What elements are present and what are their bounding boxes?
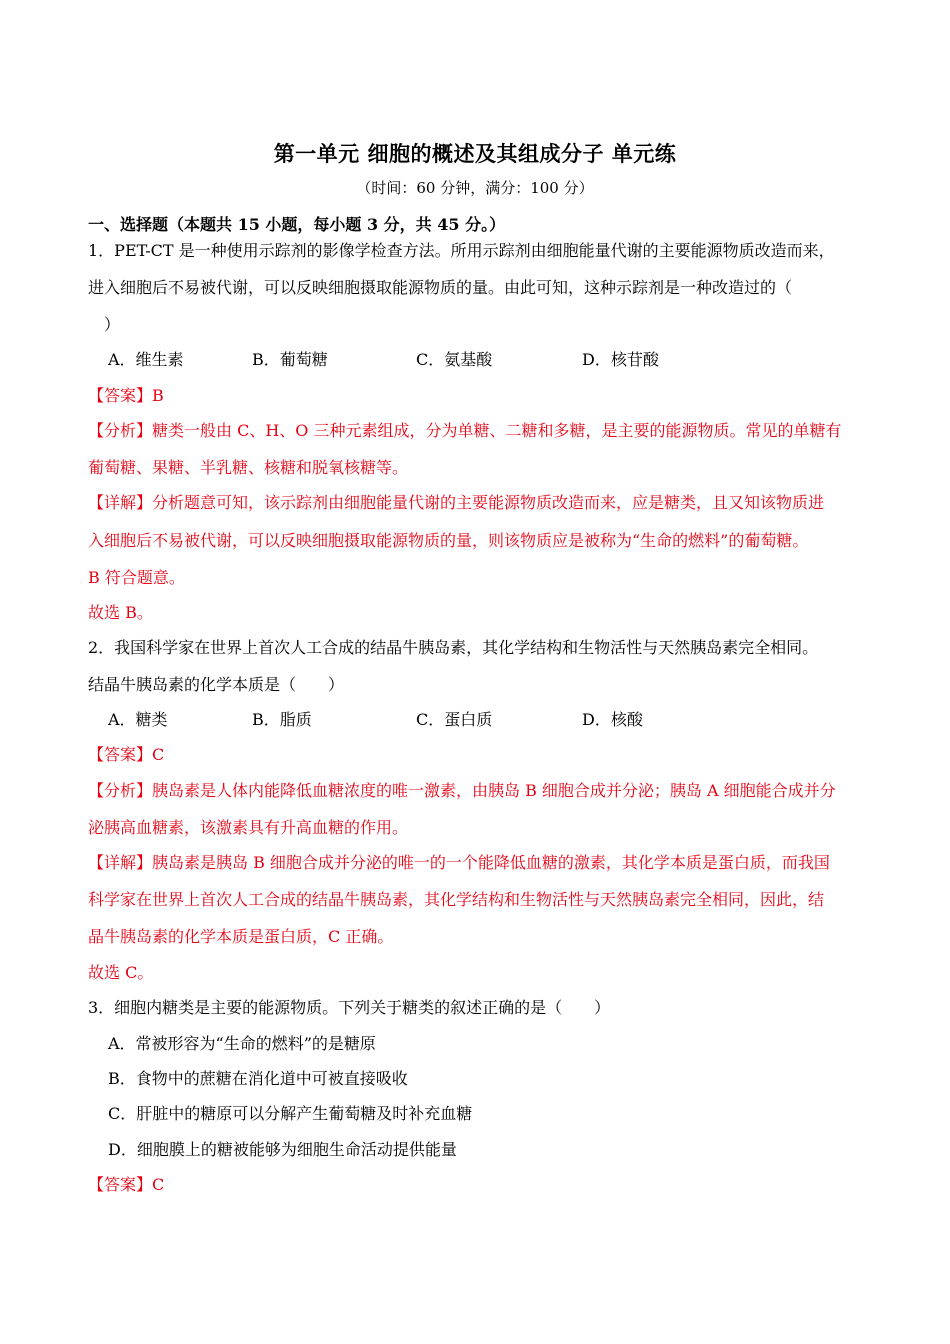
- question-2-detail-line-2: 科学家在世界上首次人工合成的结晶牛胰岛素，其化学结构和生物活性与天然胰岛素完全相同，因此，结: [88, 890, 825, 909]
- question-1-answer: 【答案】B: [88, 386, 164, 405]
- question-2-option-b: B．脂质: [252, 710, 312, 729]
- question-3-option-d: D．细胞膜上的糖被能够为细胞生命活动提供能量: [108, 1140, 457, 1159]
- question-2-line-2: 结晶牛胰岛素的化学本质是（ ）: [88, 675, 345, 694]
- page-subtitle: （时间：60 分钟，满分：100 分）: [356, 179, 594, 197]
- question-1-option-c: C．氨基酸: [416, 350, 493, 369]
- question-2-option-d: D．核酸: [582, 710, 643, 729]
- question-2-analysis-line-2: 泌胰高血糖素，该激素具有升高血糖的作用。: [88, 818, 409, 837]
- question-2-conclusion: 故选 C。: [88, 963, 154, 982]
- question-3-answer: 【答案】C: [88, 1175, 165, 1194]
- question-1-option-a: A．维生素: [108, 350, 184, 369]
- question-1-detail-line-1: 【详解】分析题意可知，该示踪剂由细胞能量代谢的主要能源物质改造而来，应是糖类，且又知该物质进: [88, 493, 825, 512]
- question-3-option-a: A．常被形容为“生命的燃料”的是糖原: [108, 1034, 376, 1053]
- question-1-conclusion: 故选 B。: [88, 603, 153, 622]
- question-3-option-c: C．肝脏中的糖原可以分解产生葡萄糖及时补充血糖: [108, 1104, 473, 1123]
- section-heading: 一、选择题（本题共 15 小题，每小题 3 分，共 45 分。）: [88, 215, 506, 234]
- question-2-option-a: A．糖类: [108, 710, 168, 729]
- question-1-detail-line-3: B 符合题意。: [88, 568, 185, 587]
- question-3-option-b: B．食物中的蔗糖在消化道中可被直接吸收: [108, 1069, 408, 1088]
- question-1-analysis-line-2: 葡萄糖、果糖、半乳糖、核糖和脱氧核糖等。: [88, 458, 409, 477]
- page-title: 第一单元 细胞的概述及其组成分子 单元练: [273, 141, 677, 166]
- question-1-line-3: ）: [104, 315, 121, 334]
- question-2-line-1: 2．我国科学家在世界上首次人工合成的结晶牛胰岛素，其化学结构和生物活性与天然胰岛素完全相同。: [88, 638, 819, 657]
- question-2-option-c: C．蛋白质: [416, 710, 493, 729]
- question-3-line-1: 3．细胞内糖类是主要的能源物质。下列关于糖类的叙述正确的是（ ）: [88, 998, 611, 1017]
- question-2-answer: 【答案】C: [88, 745, 165, 764]
- question-1-option-b: B．葡萄糖: [252, 350, 328, 369]
- question-1-option-d: D．核苷酸: [582, 350, 659, 369]
- question-1-line-2: 进入细胞后不易被代谢，可以反映细胞摄取能源物质的量。由此可知，这种示踪剂是一种改造过的（: [88, 278, 793, 297]
- question-2-detail-line-1: 【详解】胰岛素是胰岛 B 细胞合成并分泌的唯一的一个能降低血糖的激素，其化学本质是蛋白质，而我国: [88, 853, 830, 872]
- question-2-detail-line-3: 晶牛胰岛素的化学本质是蛋白质，C 正确。: [88, 927, 394, 946]
- question-2-analysis-line-1: 【分析】胰岛素是人体内能降低血糖浓度的唯一激素，由胰岛 B 细胞合成并分泌；胰岛 A 细胞能合成并分: [88, 781, 836, 800]
- question-1-analysis-line-1: 【分析】糖类一般由 C、H、O 三种元素组成，分为单糖、二糖和多糖，是主要的能源物质。常见的单糖有: [88, 421, 842, 440]
- question-1-detail-line-2: 入细胞后不易被代谢，可以反映细胞摄取能源物质的量，则该物质应是被称为“生命的燃料”的葡萄糖。: [88, 531, 809, 550]
- question-1-line-1: 1．PET-CT 是一种使用示踪剂的影像学检查方法。所用示踪剂由细胞能量代谢的主要能源物质改造而来，: [88, 241, 835, 260]
